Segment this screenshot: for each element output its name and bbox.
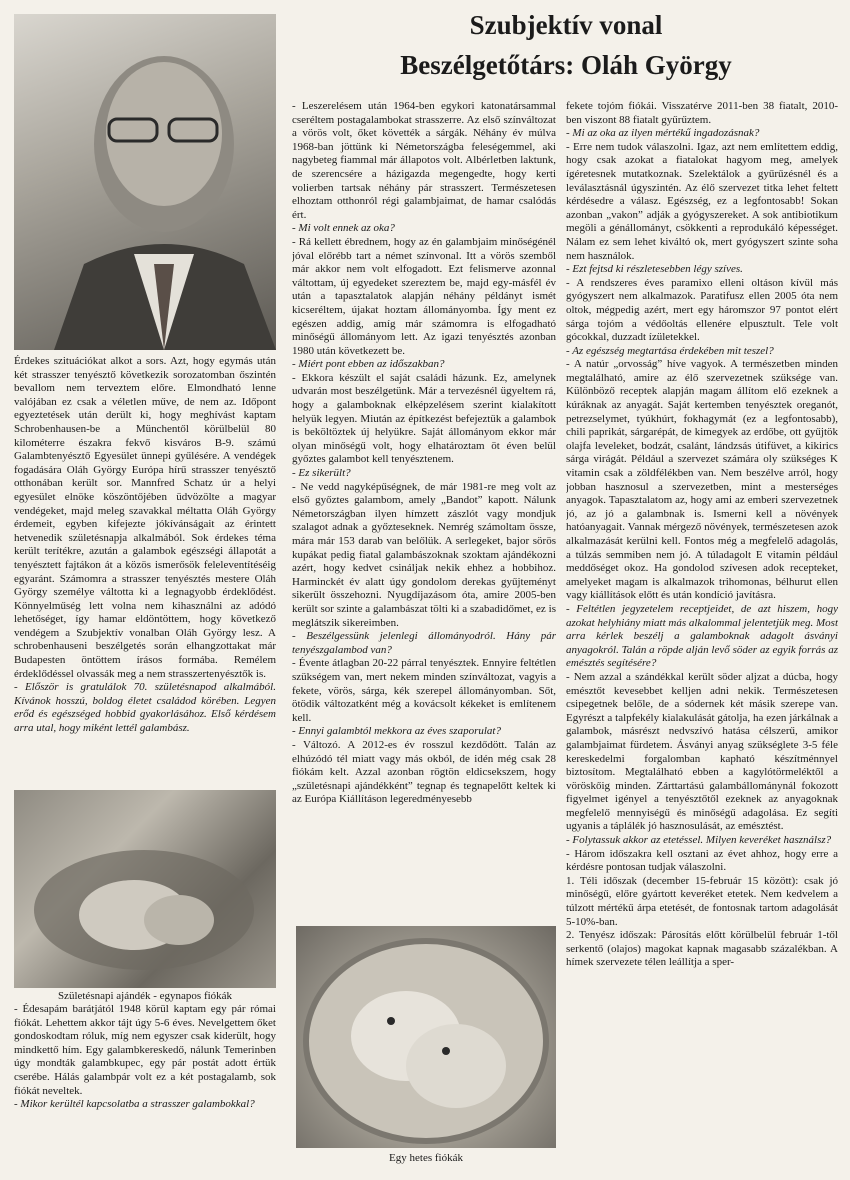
answer-paragraph: - Édesapám barátjától 1948 körül kaptam egy pár római fiókát. Lehettem akkor tájt úgy 5-6 éves. Nevelgettem őket gondoskodtam róluk, míg nem egyszer csak kiderült, hogy mindkettő hím. Egy galambkereskedő, nálunk Temerinben úgy mondták galambkupec, egy pár postát adott értük cserébe. Hálás galambpár volt ez a két postagalamb, sok fiókát neveltek. <box>14 1003 276 1097</box>
question: - Folytassuk akkor az etetéssel. Milyen keveréket használsz? <box>566 834 832 847</box>
paragraph: - A natúr „orvosság” híve vagyok. A természetben minden megtalálható, amire az élő szervezetnek szüksége van. Különböző receptek alapján magam állítom elő ezeknek a kúráknak az anyagát. Saját kertemben tenyésztek oreganót, petrezselymet, tyúkhúrt, fokhagymát (ez a legfontosabb), chili paprikát, sárgarépát, de kimegyek az erdőbe, ott gyűjtök olajfa leveleket, bodzát, csalánt, lándzsás útifüvet, a kikirics sárga virágát. Például a szervezet számára oly szükséges K vitamin csak a zöldfélékben van. Nem beszélve arról, hogy jobban hasznosul a szervezetben, mint a mesterséges anyagok. Tapasztalatom az, hogy ami az emberi szervezetnek jó, az jó a galambnak is. Ismerni kell a növények hatóanyagait. Vannak mérgező növények, természetesen azok alkalmazását kerülni kell. Fontos még a megfelelő adagolás, a túlzás semmiben nem jó. A túladagolt E vitamin például meddőséget okoz. Ha gondolod szívesen adok recepteket, amelyeket magam is alkalmazok trihomonas, bélhurut ellen vagy kiállítások előtt és után kondíció javításra. <box>566 358 838 602</box>
column-2 <box>292 100 556 918</box>
nest-photo-caption: Születésnapi ajándék - egynapos fiókák <box>57 990 233 1002</box>
paragraph: - Erre nem tudok válaszolni. Igaz, azt nem említettem eddig, hogy csak azokat a fiatalokat hagyom meg, amelyek ígéretesnek mutatkoznak. Szelektálok a gyűrűzésnél és a leválasztásnál úgyszintén. Az élő szervezet titka lehet feltett kérdésedre a válasz. Egészség, ez a legfontosabb! Sokan azonban „vakon” adják a gyógyszereket. A sok antibiotikum megöli a génállományt, csökkenti a reprodukáló képességet. Nálam ez sem lehet kiváltó ok, mert gyógyszert szinte soha nem használok. <box>566 140 838 262</box>
question: - Feltétlen jegyzetelem receptjeidet, de azt hiszem, hogy azokat helyhiány miatt más alkalommal jelentetjük meg. Most arra kérlek beszélj a galamboknak adagolt ásványi anyagokról. Talán a röpde alján levő söder az egyik forrás az emésztés segítésére? <box>566 602 838 670</box>
question: - Ezt fejtsd ki részletesebben légy szíves. <box>566 263 743 276</box>
column-3 <box>566 100 838 1175</box>
paragraph: - Nem azzal a szándékkal került söder aljzat a dúcba, hogy emésztőt kevesebbet kelljen adni nekik. Természetesen csipegetnek belőle, de a sódernek két másik szerepe van. Egyrészt a talpfekély kialakulását gátolja, ha ezen járkálnak a galambok, másrészt nedvszívó hatása célszerű, amikor galambjaimat fürdetem. Ásványi anyag szükséglete 3-5 féle kereskedelmi forgalomban kapható készítménnyel biztosítom. Megtalálható ebben a kagylótörmeléktől a vöröskőig minden. Zárttartású galambállománynál fokozott figyelmet igényel a tenyésztőtől ezeknek az anyagoknak megfelelő mennyiségű és minőségű adagolása. Ez segíti ugyanis a táplálék jó hasznosulását, az emésztést. <box>566 670 838 833</box>
chicks-nest-photo <box>14 790 276 988</box>
page-title-line2: Beszélgetőtárs: Oláh György <box>400 50 732 80</box>
nest-illustration <box>14 790 276 988</box>
question: - Ennyi galambtól mekkora az éves szaporulat? <box>292 725 501 738</box>
page-title-line1: Szubjektív vonal <box>469 10 663 40</box>
column-1 <box>14 355 276 785</box>
question: - Ez sikerült? <box>292 467 351 480</box>
paragraph: - Változó. A 2012-es év rosszul kezdődött. Talán az elhúzódó tél miatt vagy más okból, de idén még csak 28 fiókám kelt. Azzal azonban rögtön eldicsekszem, hogy „születésnapi ajándékként” tegnap és tegnapelőtt keltek ki az Európa Kiállításon legeredményesebb <box>292 738 556 806</box>
chicks-bowl-photo <box>296 926 556 1148</box>
portrait-photo <box>14 14 276 350</box>
question: - Mi volt ennek az oka? <box>292 222 395 235</box>
paragraph: - Ekkora készült el saját családi házunk. Ez, amelynek udvarán most beszélgetünk. Már a tervezésnél ügyeltem rá, hogy a galamboknak elképzelésem szerint kialakított helyük legyen. Miután az építkezést befejeztük a galambok is beköltöztek új helyükre. Saját állományom ekkor már olyan minőségű volt, hogy elhatároztam öt éven belül győztes galambot kell tenyésztenem. <box>292 371 556 466</box>
paragraph: - Leszerelésem után 1964-ben egykori katonatársammal cseréltem postagalambokat strasszerre. Az első színváltozat a vörös volt, őket követték a sárgák. Néhány év múlva 1968-ban jöttünk ki Németországba feleségemmel, aki nagybeteg fiammal már állapotos volt. Albérletben laktunk, de szerencsére a házigazda megengedte, hogy kerti volierben tartsak néhány pár strasszert. Természetesen elhoztam otthonról régi galambjaimat, de hamar csalódás ért. <box>292 100 556 221</box>
question: - Mi az oka az ilyen mértékű ingadozásnak? <box>566 127 760 140</box>
question: - Az egészség megtartása érdekében mit teszel? <box>566 344 774 357</box>
paragraph: - Ne vedd nagyképűségnek, de már 1981-re meg volt az első győztes galambom, amely „Bandot” kapott. Nálunk Németországban ilyen hímzett zászlót vagy mondjuk szalagot adnak a győzteseknek. Nemrég számoltam össze, mára már 153 darab van belőlük. A serlegeket, bajor sörös kupákat pedig fiatal galambászoknak szoktam ajándékozni azért, hogy kedvet csináljak nekik ehhez a hobbihoz. Harminckét év alatt úgy gondolom derekas gyűjteményt sikerült összehozni. Nyugdíjazásom óta, amire 2005-ben került sor szinte a galambászat tölti ki a szabadidőmet, ez is meglátszik sikereimben. <box>292 480 556 629</box>
paragraph: 2. Tenyész időszak: Párosítás előtt körülbelül február 1-től serkentő (olajos) magokat kapnak magasabb százalékban. A hímek szervezete télen leállítja a sper- <box>566 929 838 969</box>
paragraph: 1. Téli időszak (december 15-február 15 között): csak jó minőségű, előre gyártott keveréket etetek. Nem kedvelem a túlzott mértékű árpa etetését, de fontosnak tartom adagolását 5-10%-ban. <box>566 874 838 928</box>
question-2: - Mikor kerültél kapcsolatba a strasszer galambokkal? <box>14 1098 255 1111</box>
paragraph: - Rá kellett ébrednem, hogy az én galambjaim minőségénél jóval előrébb tart a német színvonal. Itt a vörös szemből már akkor nem volt elfogadott. Ezt felismerve azonnal váltottam, új egyedeket szereztem be, majd egy-másfél év után a tapasztalatok alapján néhány példányt ismét kicseréltem, újakat hoztam állományomba. Így ment ez egészen addig, amíg már számomra is elfogadható minőségű állományom lett. Az igazi tenyésztés azonban 1980 után következett be. <box>292 235 556 357</box>
paragraph: - Évente átlagban 20-22 párral tenyésztek. Ennyire feltétlen szükségem van, mert nekem minden színváltozat, vagyis a fekete, vörös, sárga, kék szerepel állományomban. Sőt, ötödik változatként még a kovácsolt kékeket is említenem kell. <box>292 657 556 724</box>
paragraph: fekete tojóm fiókái. Visszatérve 2011-ben 38 fiatalt, 2010-ben viszont 88 fiatalt gyűrűztem. <box>566 100 838 126</box>
intro-paragraph: Érdekes szituációkat alkot a sors. Azt, hogy egymás után két strasszer tenyésztő következik sorozatomban őszintén bevallom nem terveztem előre. Elmondható lenne valójában ez csak a véletlen műve, de nem az. Időpont egyeztetések után derült ki, hogy meghívást kaptam Schrobenhausen-be a Münchentől körülbelül 80 kilométerre északra fekvő kisváros B-9. számú Galambtenyésztő Egyesület ünnepi gyűlésére. A vendégek fogadására Oláh György Európa hírű strasszer tenyésztő otthonában került sor. Mannfred Schatz úr a helyi egyesület elnöke köszöntőjében üdvözölte a magyar vendégeket, majd meleg szavakkal méltatta Oláh György érdemeit, egyben kifejezte jókívánságait az érintett hetvenedik születésnapja alkalmából. Sok érdekes téma került terítékre, azután a galambok egészségi állapotát a tenyésztett fajtákon át a közös ismerősök feleleventítéséig egyaránt. Számomra a strasszer tenyésztés mestere Oláh György személye váltotta ki a legnagyobb érdeklődést. Könnyelműség lett volna nem kihasználni az adódó lehetőséget, így hamar eldöntöttem, hogy következő vendégem a Szubjektív vonalban Oláh György lesz. A schrobenhauseni beszélgetés során elhangzottakat már Budapesten öntöttem írásos formába. Remélem érdeklődéssel olvassák meg a nem strasszertenyésztők is. <box>14 355 276 680</box>
portrait-illustration <box>14 14 276 350</box>
question: - Beszélgessünk jelenlegi állományodról. Hány pár tenyészgalambod van? <box>292 630 556 656</box>
paragraph: - Három időszakra kell osztani az évet ahhoz, hogy erre a kérdésre pontosan tudjak válaszolni. <box>566 847 838 874</box>
column-1-bottom <box>14 1003 276 1173</box>
bowl-photo-caption: Egy hetes fiókák <box>389 1152 463 1164</box>
question-1: - Először is gratulálok 70. születésnapod alkalmából. Kívánok hosszú, boldog életet családod körében. Legyen erőd és egészséged hobbid gyakorlásához. Első kérdésem arra utal, hogy miként lettél galambász. <box>14 681 276 735</box>
question: - Miért pont ebben az időszakban? <box>292 358 445 371</box>
bowl-illustration <box>296 926 556 1148</box>
paragraph: - A rendszeres éves paramixo elleni oltáson kívül más gyógyszert nem alkalmazok. Paratifusz ellen 2005 óta nem oltok, mégpedig azért, mert egy háromszor 97 pontot elért sárga tojóm a védőoltás ellenére elpusztult. Tele volt gócokkal, duzzadt ízületekkel. <box>566 276 838 344</box>
